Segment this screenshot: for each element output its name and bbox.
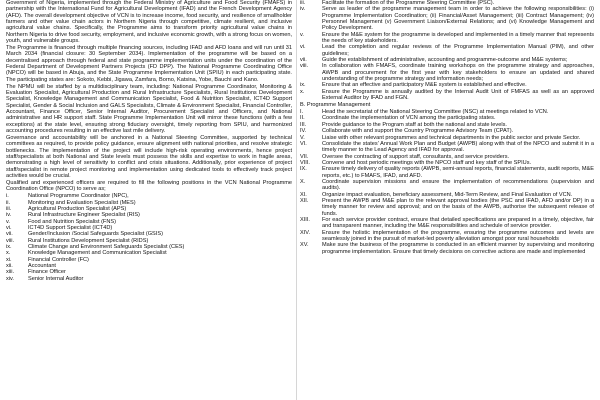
list-text: Make sure the business of the programme is conducted in an efficient manner by supervising and monitoring programme implementation. Ensure that timely decisions on corrective actions are made and implemented bbox=[322, 242, 594, 255]
list-number: IX. bbox=[300, 166, 307, 173]
list-number: VII. bbox=[300, 153, 309, 160]
positions-list bbox=[6, 193, 292, 282]
list-item bbox=[300, 217, 594, 230]
list-text: Food and Nutrition Specialist (FNS) bbox=[28, 218, 116, 225]
list-number: XIII. bbox=[300, 216, 310, 223]
list-text: Accountant bbox=[28, 263, 56, 270]
list-text: Lead the completion and regular reviews of the Programme Implementation Manual (PIM), and other guidelines; bbox=[322, 44, 594, 57]
financing-paragraph: The Programme is financed through multiple financing sources, including IFAD and AFD loans and will run until 31 March 2034 (financial closure: 30 September 2034). Implementation of the programme will be based on a decentralised approach through federal and state programme implementation units under the coordination of the Federal Department of Development Partners Projects (FD DPP). The National Programme Coordinating Office (NPCO) will be based in Abuja, and the State Programme Implementation Unit (SPIU) in each participating state. The participating states are: Sokoto, Kebbi, Jigawa, Zamfara, Borno, Katsina, Yobe, Bauchi and Kano. bbox=[6, 45, 292, 83]
list-item bbox=[300, 44, 594, 57]
list-text: Coordinate supervision missions and ensure the implementation of recommendations (supervision and audits). bbox=[322, 178, 594, 192]
list-text: Financial Controller (FC) bbox=[28, 256, 89, 263]
list-number: II. bbox=[300, 115, 305, 122]
list-text: National Programme Coordinator (NPC), bbox=[28, 193, 129, 200]
list-number: xiv. bbox=[6, 275, 14, 282]
list-number: VIII. bbox=[300, 159, 310, 166]
list-text: Finance Officer bbox=[28, 269, 66, 276]
list-number: vi. bbox=[300, 44, 306, 51]
list-number: ix. bbox=[300, 82, 306, 89]
list-text: Provide guidance to the Program staff at both the national and state levels. bbox=[322, 121, 507, 128]
list-number: iv. bbox=[300, 6, 306, 13]
list-text: Consolidate the states' Annual Work Plan and Budget (AWPB) along with that of the NPCO and submit it in a timely manner to the Lead Agency and IFAD for approval. bbox=[322, 140, 594, 154]
staffing-paragraph: The NPMU will be staffed by a multidisciplinary team, including: National Programme Coordinator, Monitoring & Evaluation Specialist, Agricultural Production and Rural Infrastructure Specialists, Rural Institutions Development Specialist, Knowledge Management and Communication Specialist, Food & Nutrition Specialist, ICT4D Support Specialist, Gender & Social Inclusion and GALS Specialists, Climate & Environment Specialist, Financial Controller, Accountant, Finance Officer, Senior Internal Auditor, Procurement Specialist and Officers, and National administrative and HR support staff. State Programme Implementation Unit will mirror these functions (with a few exceptions) at the state level, ensuring strong fiduciary oversight, timely reporting from SPIU, and harmonized accounting procedures resulting in an effective last mile delivery. bbox=[6, 83, 292, 135]
list-number: XV. bbox=[300, 242, 309, 249]
column-divider bbox=[296, 0, 297, 400]
list-number: vi. bbox=[6, 225, 12, 231]
list-item bbox=[300, 242, 594, 255]
list-item bbox=[300, 198, 594, 217]
list-number: x. bbox=[300, 88, 305, 95]
list-text: Ensure the M&E system for the programme is developed and implemented in a timely manner that represents the needs of key stakeholders. bbox=[322, 31, 594, 45]
list-text: For each service provider contract, ensure that detailed specifications are prepared in a timely, objective, fair and transparent manner, including the M&E responsibilities and schedule of service provider. bbox=[322, 216, 594, 230]
list-text: Ensure the Programme is annually audited by the Internal Audit Unit of FMFAS as well as an approved External Auditor by IFAD and FGN. bbox=[322, 88, 594, 102]
list-text: Rural Institutions Development Specialist (RIDS) bbox=[28, 237, 149, 244]
list-number: viii. bbox=[300, 63, 309, 70]
list-text: Ensure timely delivery of quality reports (AWPB, semi-annual reports, financial statements, audit reports, M&E reports, etc.) to FMAFS, IFAD, and AFD. bbox=[322, 166, 594, 179]
list-number: I. bbox=[300, 109, 304, 116]
list-number: vii. bbox=[300, 57, 307, 64]
list-number: iv. bbox=[6, 212, 12, 219]
list-text: Rural Infrastructure Engineer Specialist (RIS) bbox=[28, 212, 140, 219]
list-text: Collaborate with and support the Country Programme Advisory Team (CPAT). bbox=[322, 128, 514, 135]
list-number: X. bbox=[300, 178, 306, 185]
list-number: V. bbox=[300, 134, 305, 141]
list-number: xiii. bbox=[6, 269, 15, 276]
list-text: Monitoring and Evaluation Specialist (MES) bbox=[28, 199, 136, 206]
section-heading: B. Programme Management bbox=[300, 102, 371, 108]
list-number: XII. bbox=[300, 197, 309, 204]
list-number: xi. bbox=[6, 256, 12, 263]
intro-paragraph: Government of Nigeria, implemented through the Federal Ministry of Agriculture and Food Security (FMAFS) in partnership with the International Fund for Agricultural Development (IFAD) and the French Development Agency (AFD). The overall development objective of VCN is to increase income, food security, and resilience of smallholder farmers and other value chain actors in Northern Nigeria through competitive, climate resilient, and inclusive agricultural value chains. Specifically, the Programme aims to transform priority agricultural value chains in Northern Nigeria to drive food security, employment, and inclusive economic growth, with a strong focus on women, youth, and vulnerable groups. bbox=[6, 0, 292, 45]
list-item bbox=[300, 63, 594, 82]
list-item bbox=[300, 32, 594, 45]
list-number: v. bbox=[6, 218, 10, 225]
list-number: v. bbox=[300, 31, 304, 38]
governance-paragraph: Governance and accountability will be anchored in a National Steering Committee, supported by technical committees as required, to provide policy guidance, ensure alignment with national priorities, and resolve strategic bottlenecks. The implementation of the project will include high-risk operating environments, hence project staff/specialists at both National and State levels must possess the skills and expertise to work in fragile areas, demonstrating a high level of sensitivity to conflict and crisis situations. Additionally, prior experience of project staff/specialist in remote project monitoring and implementation using dedicated tools to effectively track project activities would be crucial. bbox=[6, 135, 292, 180]
list-text: Coordinate the implementation of VCN among the participating states. bbox=[322, 115, 496, 122]
list-number: iii. bbox=[6, 205, 12, 212]
list-item bbox=[300, 141, 594, 154]
list-item bbox=[300, 179, 594, 192]
list-text: Knowledge Management and Communication Specialist bbox=[28, 250, 167, 257]
list-number: ii. bbox=[6, 199, 11, 206]
responsibilities-list-a bbox=[300, 0, 594, 102]
list-text: Ensure that an effective and participatory M&E system is established and effective. bbox=[322, 82, 527, 89]
list-text: Present the AWPB and M&E plan to the relevant approval bodies (the PSC and IFAD, AFD and/or DP) in a timely manner for review and approval; and on the basis of the AWPB, authorise the subsequent release of funds. bbox=[322, 197, 594, 217]
list-number: xii. bbox=[6, 263, 13, 270]
list-text: Facilitate the formation of the Programme Steering Committee (PSC). bbox=[322, 0, 495, 6]
list-number: iii. bbox=[300, 0, 306, 6]
list-item bbox=[6, 276, 292, 282]
list-number: VI. bbox=[300, 140, 307, 147]
list-item bbox=[300, 89, 594, 102]
list-text: Gender/Inclusion /Social Safeguards Specialist (GSIS) bbox=[28, 231, 163, 238]
list-text: Serve as leader of the programme management team in order to achieve the following responsibilities: (i) Programme Implementation Coordination; (ii) Financial/Asset Management; (iii) Contract Management; (iv) Personnel Management (v) Government Liaison/External Relations; and (vi) Knowledge Management and Policy Development. bbox=[322, 6, 594, 32]
list-number: i. bbox=[6, 193, 9, 200]
list-number: IV. bbox=[300, 128, 307, 135]
list-text: Organize impact evaluation, beneficiary assessment, Mid-Term Review, and Final Evaluation of VCN. bbox=[322, 191, 573, 198]
list-item bbox=[300, 230, 594, 243]
list-number: viii. bbox=[6, 237, 15, 244]
list-number: vii. bbox=[6, 231, 13, 238]
list-text: Head the secretariat of the National Steering Committee (NSC) at meetings related to VCN. bbox=[322, 109, 549, 116]
list-text: Liaise with other relevant programmes and technical departments in the public sector and private Sector. bbox=[322, 134, 581, 141]
list-item bbox=[300, 6, 594, 31]
list-text: Ensure the holistic implementation of the programme, ensuring the programme outcomes and levels are seamlessly joined in the pursuit of market-led poverty alleviation amongst poor rural households bbox=[322, 229, 594, 243]
list-text: ICT4D Support Specialist (ICT4D) bbox=[28, 225, 113, 231]
list-text: Convene and host periodic meetings with the NPCO staff and key staff of the SPIUs. bbox=[322, 159, 532, 166]
list-number: XIV. bbox=[300, 229, 311, 236]
list-number: ix. bbox=[6, 244, 12, 251]
positions-intro-paragraph: Qualified and experienced officers are required to fill the following positions in the VCN National Programme Coordination Office (NPCO) to serve as; bbox=[6, 180, 292, 193]
list-number: XI. bbox=[300, 191, 307, 198]
right-column bbox=[300, 0, 594, 255]
responsibilities-list-b bbox=[300, 109, 594, 255]
list-text: Senior Internal Auditor bbox=[28, 275, 84, 282]
list-number: x. bbox=[6, 250, 11, 257]
list-text: Oversee the contracting of support staff, consultants, and service providers. bbox=[322, 153, 510, 160]
list-text: In collaboration with FMAFS, coordinate training workshops on the programme strategy and approaches, AWPB and procurement for the first year with key stakeholders to ensure an updated and shared understanding of the programme strategy and information needs; bbox=[322, 63, 594, 83]
left-column bbox=[6, 0, 292, 282]
list-number: III. bbox=[300, 121, 307, 128]
list-text: Agricultural Production Specialist (APS) bbox=[28, 205, 127, 212]
list-text: Climate Change and Environment Safeguards Specialist (CES) bbox=[28, 244, 185, 251]
list-text: Guide the establishment of administrative, accounting and programme-outcome and M&E systems; bbox=[322, 57, 568, 64]
list-item bbox=[300, 166, 594, 179]
